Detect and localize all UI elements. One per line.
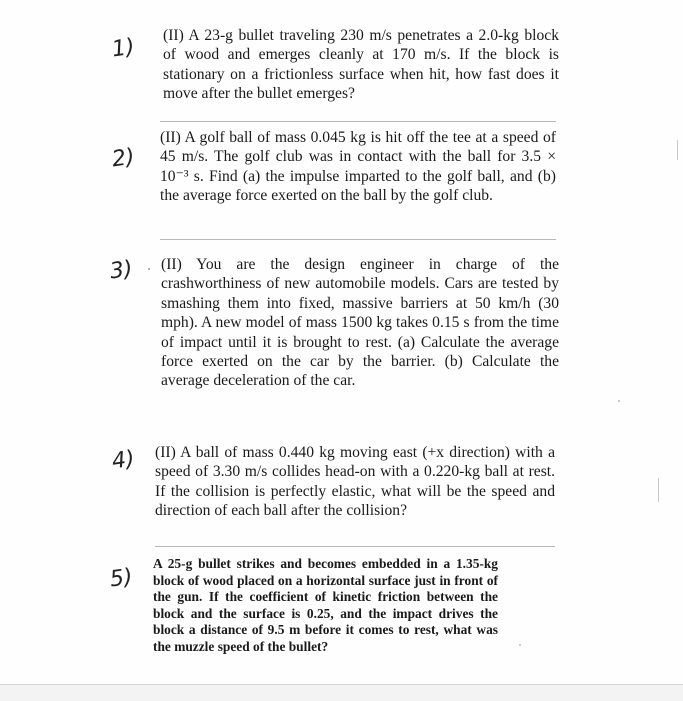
problem-text-3: (II) You are the design engineer in charge of the crashworthiness of new automobile models. Cars are tested by smashing them into fixed, massive barriers at 50 km/h (30 mph). A new model of mass 1500 kg takes 0.15 s from the time of impact until it is brought to rest. (a) Calculate the average force exerted on the car by the barrier. (b) Calculate the average deceleration of the car. — [161, 256, 559, 390]
margin-mark-right — [658, 478, 659, 502]
margin-mark-edge — [677, 140, 678, 160]
problem-number-5: 5) — [108, 564, 135, 593]
problem-text-2: (II) A golf ball of mass 0.045 kg is hit off the tee at a speed of 45 m/s. The golf club was in contact with the ball for 3.5 × 10⁻³ s. Find (a) the impulse imparted to the golf ball, and (b) the average force exerted on the ball by the golf club. — [160, 129, 556, 205]
problem-text-1: (II) A 23-g bullet traveling 230 m/s penetrates a 2.0-kg block of wood and emerges cleanly at 170 m/s. If the block is stationary on a frictionless surface when hit, how fast does it move after the bullet emerges? — [163, 27, 559, 103]
separator-3 — [155, 546, 555, 547]
problem-number-3: 3) — [108, 256, 135, 285]
problem-number-1: 1) — [110, 34, 137, 63]
separator-2 — [160, 239, 556, 240]
problem-text-5: A 25-g bullet strikes and becomes embedded in a 1.35-kg block of wood placed on a horizontal surface just in front of the gun. If the coefficient of kinetic friction between the block and the surface is 0.25, and the impact drives the block a distance of 9.5 m before it comes to rest, what was the muzzle speed of the bullet? — [153, 556, 498, 654]
separator-1 — [160, 121, 556, 122]
problem-text-4: (II) A ball of mass 0.440 kg moving east (+x direction) with a speed of 3.30 m/s collides head-on with a 0.220-kg ball at rest. If the collision is perfectly elastic, what will be the speed and direction of each ball after the collision? — [155, 444, 555, 520]
speck — [519, 644, 521, 646]
problem-number-2: 2) — [110, 144, 137, 173]
bullet-mark — [148, 268, 150, 270]
problem-number-4: 4) — [110, 446, 137, 475]
speck — [618, 400, 620, 402]
bottom-edge — [0, 684, 683, 701]
